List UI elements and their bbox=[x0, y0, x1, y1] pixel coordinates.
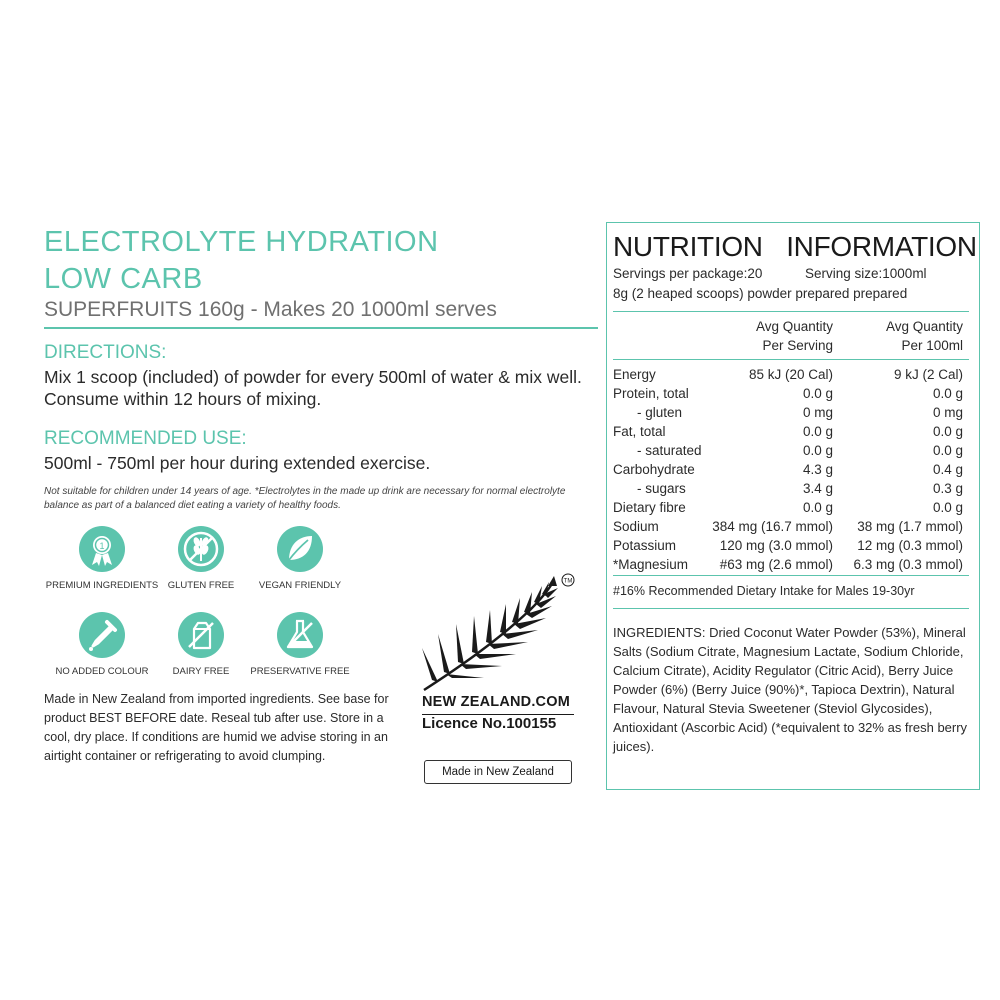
badge-label: PRESERVATIVE FREE bbox=[250, 666, 350, 677]
column-header-line: Per Serving bbox=[762, 338, 833, 353]
nutrition-panel bbox=[606, 222, 980, 790]
column-header-per-100ml bbox=[886, 317, 963, 355]
nutrition-title: NUTRITION INFORMATION bbox=[613, 231, 977, 262]
badge-label: NO ADDED COLOUR bbox=[55, 666, 149, 677]
recommended-use-text: 500ml - 750ml per hour during extended exercise. bbox=[44, 453, 431, 473]
milk-carton-crossed-icon bbox=[176, 610, 226, 660]
nutrition-row bbox=[613, 424, 963, 443]
nutrition-divider bbox=[613, 575, 969, 576]
per-serving-value: 0.0 g bbox=[802, 424, 833, 439]
ingredients-list: INGREDIENTS: Dried Coconut Water Powder (53%), Mineral Salts (Sodium Citrate, Magnesium Lactate, Sodium Chloride, Calcium Citrate), Acidity Regulator (Citric Acid), Berry Juice Powder (6%) (Berry Juice (90%)*, Tapioca Dextrin), Natural Flavour, Natural Stevia Sweetener (Steviol Glycosides), Antioxidant (Ascorbic Acid) (*equivalent to 32% as fresh berry juices). bbox=[613, 625, 968, 754]
badge-preservative-free bbox=[230, 610, 370, 677]
column-header-line: Avg Quantity bbox=[885, 319, 963, 334]
servings-per-package: Servings per package:20 bbox=[613, 266, 763, 281]
nutrition-row bbox=[613, 500, 963, 519]
rdi-footnote: #16% Recommended Dietary Intake for Males 19-30yr bbox=[613, 584, 915, 598]
directions-text: Mix 1 scoop (included) of powder for every 500ml of water & mix well. Consume within 12 hours of mixing. bbox=[44, 367, 582, 409]
per-serving-value: 120 mg (3.0 mmol) bbox=[719, 538, 833, 553]
per-100ml-value: 0.3 g bbox=[932, 481, 963, 496]
per-100ml-value: 0 mg bbox=[932, 405, 963, 420]
nutrition-row bbox=[613, 538, 963, 557]
recommended-use-heading: RECOMMENDED USE: bbox=[44, 428, 247, 449]
per-serving-value: 0.0 g bbox=[802, 443, 833, 458]
per-100ml-value: 0.0 g bbox=[932, 424, 963, 439]
per-100ml-value: 38 mg (1.7 mmol) bbox=[857, 519, 963, 534]
nutrient-name: Protein, total bbox=[613, 386, 689, 401]
made-in-new-zealand-badge: Made in New Zealand bbox=[424, 760, 572, 784]
wheat-crossed-icon bbox=[176, 524, 226, 574]
nutrition-row bbox=[613, 367, 963, 386]
nutrient-name: Carbohydrate bbox=[613, 462, 695, 477]
award-ribbon-icon bbox=[77, 524, 127, 574]
serving-note: 8g (2 heaped scoops) powder prepared prepared bbox=[613, 286, 908, 301]
nutrient-name: Potassium bbox=[613, 538, 677, 553]
title-divider bbox=[44, 327, 598, 329]
column-header-line: Per 100ml bbox=[901, 338, 963, 353]
per-serving-value: 0 mg bbox=[802, 405, 833, 420]
per-100ml-value: 9 kJ (2 Cal) bbox=[893, 367, 963, 382]
nutrient-name: *Magnesium bbox=[613, 557, 689, 572]
nutrient-name: Energy bbox=[613, 367, 656, 382]
nutrition-row bbox=[613, 557, 963, 576]
nutrient-name: - gluten bbox=[637, 405, 683, 420]
nutrition-row bbox=[613, 386, 963, 405]
per-100ml-value: 0.4 g bbox=[932, 462, 963, 477]
nutrient-name: - saturated bbox=[637, 443, 702, 458]
badge-label: DAIRY FREE bbox=[172, 666, 230, 677]
column-header-per-serving bbox=[756, 317, 833, 355]
product-title-line1: ELECTROLYTE HYDRATION bbox=[44, 226, 439, 258]
per-100ml-value: 6.3 mg (0.3 mmol) bbox=[853, 557, 963, 572]
nutrition-divider bbox=[613, 359, 969, 360]
per-serving-value: 4.3 g bbox=[802, 462, 833, 477]
nutrition-row bbox=[613, 519, 963, 538]
nutrient-name: Fat, total bbox=[613, 424, 666, 439]
nz-fern-logo-icon bbox=[418, 572, 578, 696]
per-serving-value: 85 kJ (20 Cal) bbox=[748, 367, 833, 382]
nutrition-divider bbox=[613, 311, 969, 312]
serving-size: Serving size:1000ml bbox=[805, 266, 927, 281]
badge-label: PREMIUM INGREDIENTS bbox=[45, 580, 159, 591]
directions-heading: DIRECTIONS: bbox=[44, 342, 167, 363]
leaf-icon bbox=[275, 524, 325, 574]
dropper-icon bbox=[77, 610, 127, 660]
column-header-line: Avg Quantity bbox=[755, 319, 833, 334]
nutrient-name: - sugars bbox=[637, 481, 686, 496]
nz-website-label: NEW ZEALAND.COM bbox=[422, 694, 570, 710]
product-subtitle: SUPERFRUITS 160g - Makes 20 1000ml serves bbox=[44, 298, 497, 321]
flask-icon bbox=[275, 610, 325, 660]
per-100ml-value: 0.0 g bbox=[932, 386, 963, 401]
per-serving-value: 3.4 g bbox=[802, 481, 833, 496]
per-serving-value: 384 mg (16.7 mmol) bbox=[712, 519, 833, 534]
nutrition-row bbox=[613, 405, 963, 424]
per-100ml-value: 0.0 g bbox=[932, 443, 963, 458]
nutrition-row bbox=[613, 462, 963, 481]
trademark-mark: TM bbox=[563, 578, 573, 585]
per-100ml-value: 12 mg (0.3 mmol) bbox=[857, 538, 963, 553]
nutrition-divider bbox=[613, 608, 969, 609]
nz-licence-number: Licence No.100155 bbox=[422, 715, 557, 732]
product-title-line2: LOW CARB bbox=[44, 263, 203, 295]
nutrition-row bbox=[613, 443, 963, 462]
svg-text:1: 1 bbox=[99, 541, 105, 551]
nutrient-name: Dietary fibre bbox=[613, 500, 686, 515]
disclaimer-text: Not suitable for children under 14 years of age. *Electrolytes in the made up drink are necessary for normal electrolyte balance as part of a balanced diet eating a variety of healthy foods. bbox=[44, 486, 566, 511]
per-serving-value: 0.0 g bbox=[802, 386, 833, 401]
badge-label: GLUTEN FREE bbox=[167, 580, 235, 591]
storage-instructions: Made in New Zealand from imported ingredients. See base for product BEST BEFORE date. Reseal tub after use. Store in a cool, dry place. If conditions are humid we advise storing in an airtight container or refrigerating to avoid clumping. bbox=[44, 692, 389, 763]
per-serving-value: 0.0 g bbox=[802, 500, 833, 515]
nutrition-row bbox=[613, 481, 963, 500]
badge-label: VEGAN FRIENDLY bbox=[258, 580, 342, 591]
per-serving-value: #63 mg (2.6 mmol) bbox=[719, 557, 833, 572]
per-100ml-value: 0.0 g bbox=[932, 500, 963, 515]
badge-vegan-friendly bbox=[230, 524, 370, 591]
nutrient-name: Sodium bbox=[613, 519, 659, 534]
